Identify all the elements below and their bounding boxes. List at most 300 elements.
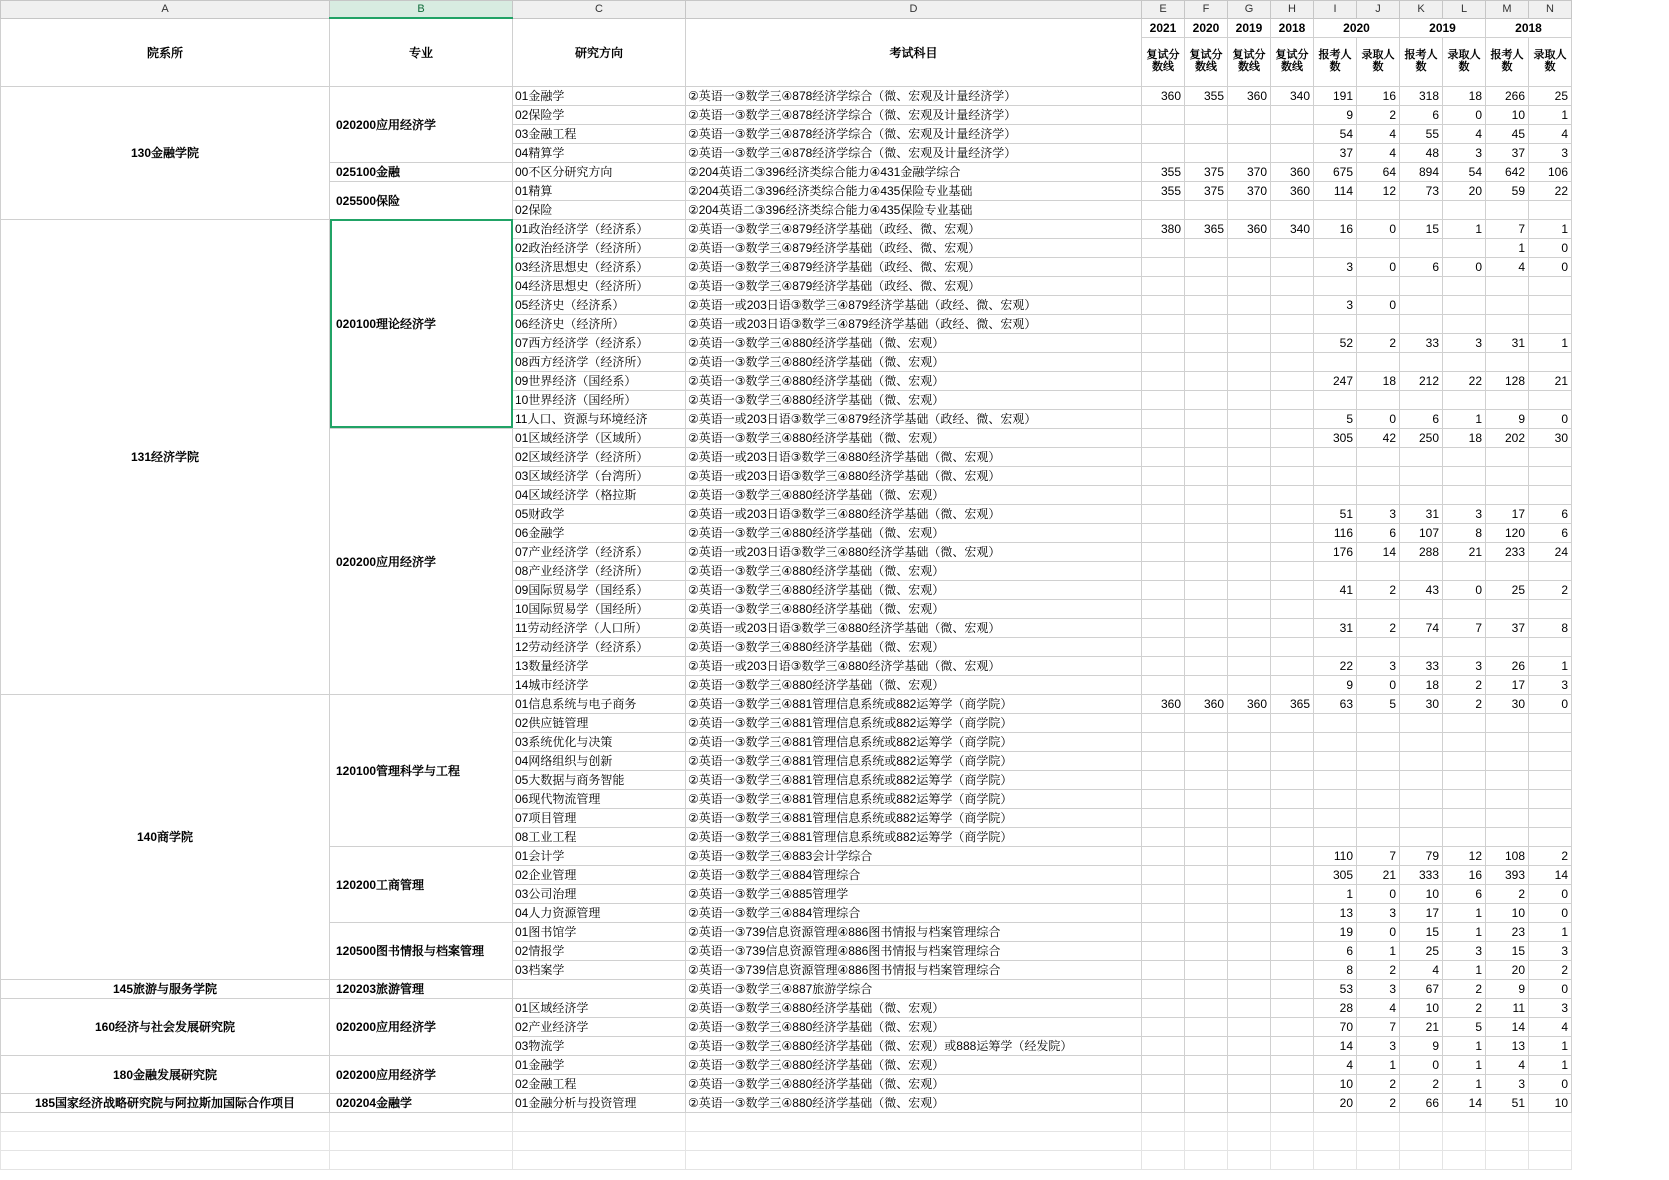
cell-applicants-2020[interactable]: 110 [1314,846,1357,865]
cell-admitted-2018[interactable]: 4 [1529,1017,1572,1036]
cell-applicants-2018[interactable] [1486,447,1529,466]
cell-cutoff-2020[interactable] [1185,409,1228,428]
cell-cutoff-2020[interactable] [1185,200,1228,219]
cell-direction[interactable]: 03档案学 [513,960,686,979]
cell-cutoff-2019[interactable] [1228,580,1271,599]
cell-admitted-2020[interactable]: 0 [1357,257,1400,276]
table-row[interactable] [1,86,1572,105]
empty-cell[interactable] [1486,1112,1529,1131]
cell-subjects[interactable]: ②204英语二③396经济类综合能力④435保险专业基础 [686,181,1142,200]
cell-cutoff-2018[interactable] [1271,637,1314,656]
empty-cell[interactable] [1271,1150,1314,1169]
cell-subjects[interactable]: ②英语一或203日语③数学三④879经济学基础（政经、微、宏观） [686,409,1142,428]
cell-cutoff-2021[interactable] [1142,124,1185,143]
cell-applicants-2020[interactable]: 5 [1314,409,1357,428]
cell-subjects[interactable]: ②英语一③数学三④881管理信息系统或882运筹学（商学院） [686,713,1142,732]
cell-applicants-2020[interactable] [1314,789,1357,808]
cell-admitted-2020[interactable]: 4 [1357,124,1400,143]
cell-applicants-2019[interactable]: 212 [1400,371,1443,390]
cell-admitted-2020[interactable] [1357,352,1400,371]
empty-cell[interactable] [1228,1150,1271,1169]
empty-cell[interactable] [513,1131,686,1150]
cell-admitted-2018[interactable]: 1 [1529,1055,1572,1074]
cell-applicants-2020[interactable]: 176 [1314,542,1357,561]
cell-applicants-2020[interactable]: 28 [1314,998,1357,1017]
cell-admitted-2020[interactable]: 21 [1357,865,1400,884]
cell-subjects[interactable]: ②英语一③数学三④880经济学基础（微、宏观） [686,371,1142,390]
cell-cutoff-2019[interactable] [1228,922,1271,941]
cell-cutoff-2018[interactable] [1271,257,1314,276]
cell-applicants-2020[interactable] [1314,732,1357,751]
cell-major[interactable]: 120500图书情报与档案管理 [330,922,513,979]
cell-applicants-2020[interactable] [1314,276,1357,295]
column-header-m[interactable]: M [1486,1,1529,19]
cell-subjects[interactable]: ②英语一③数学三④883会计学综合 [686,846,1142,865]
cell-direction[interactable]: 02情报学 [513,941,686,960]
cell-applicants-2018[interactable]: 120 [1486,523,1529,542]
cell-admitted-2019[interactable]: 1 [1443,1055,1486,1074]
table-row[interactable] [1,1055,1572,1074]
cell-admitted-2019[interactable] [1443,200,1486,219]
cell-admitted-2019[interactable]: 3 [1443,504,1486,523]
cell-cutoff-2020[interactable] [1185,1036,1228,1055]
cell-applicants-2019[interactable]: 10 [1400,998,1443,1017]
cell-admitted-2019[interactable]: 54 [1443,162,1486,181]
cell-direction[interactable]: 03区域经济学（台湾所） [513,466,686,485]
cell-subjects[interactable]: ②英语一③数学三④880经济学基础（微、宏观） [686,1093,1142,1112]
cell-applicants-2019[interactable] [1400,200,1443,219]
cell-admitted-2018[interactable]: 22 [1529,181,1572,200]
cell-applicants-2020[interactable] [1314,751,1357,770]
empty-cell[interactable] [1185,1112,1228,1131]
cell-admitted-2018[interactable] [1529,732,1572,751]
cell-admitted-2018[interactable]: 0 [1529,257,1572,276]
cell-cutoff-2021[interactable] [1142,979,1185,998]
empty-cell[interactable] [1443,1112,1486,1131]
cell-cutoff-2019[interactable] [1228,903,1271,922]
cell-direction[interactable]: 08工业工程 [513,827,686,846]
cell-cutoff-2019[interactable]: 370 [1228,181,1271,200]
cell-admitted-2019[interactable]: 6 [1443,884,1486,903]
cell-admitted-2020[interactable] [1357,637,1400,656]
cell-cutoff-2021[interactable]: 355 [1142,162,1185,181]
empty-cell[interactable] [686,1150,1142,1169]
cell-applicants-2019[interactable] [1400,637,1443,656]
cell-admitted-2020[interactable]: 3 [1357,656,1400,675]
cell-cutoff-2018[interactable] [1271,903,1314,922]
empty-cell[interactable] [513,1150,686,1169]
empty-cell[interactable] [1185,1131,1228,1150]
cell-cutoff-2020[interactable] [1185,1017,1228,1036]
cell-cutoff-2019[interactable] [1228,428,1271,447]
cell-department[interactable]: 185国家经济战略研究院与阿拉斯加国际合作项目 [1,1093,330,1112]
empty-cell[interactable] [1400,1112,1443,1131]
empty-cell[interactable] [330,1131,513,1150]
cell-cutoff-2020[interactable] [1185,846,1228,865]
cell-applicants-2018[interactable]: 233 [1486,542,1529,561]
cell-admitted-2018[interactable]: 10 [1529,1093,1572,1112]
cell-subjects[interactable]: ②英语一③数学三④880经济学基础（微、宏观） [686,523,1142,542]
cell-direction[interactable]: 02保险 [513,200,686,219]
cell-applicants-2018[interactable] [1486,637,1529,656]
cell-admitted-2018[interactable] [1529,713,1572,732]
cell-cutoff-2018[interactable] [1271,1074,1314,1093]
cell-subjects[interactable]: ②英语一③数学三④880经济学基础（微、宏观） [686,675,1142,694]
cell-applicants-2020[interactable]: 53 [1314,979,1357,998]
cell-cutoff-2020[interactable]: 375 [1185,181,1228,200]
cell-applicants-2018[interactable] [1486,466,1529,485]
cell-cutoff-2019[interactable] [1228,314,1271,333]
cell-admitted-2018[interactable]: 6 [1529,504,1572,523]
cell-cutoff-2018[interactable] [1271,865,1314,884]
cell-cutoff-2020[interactable] [1185,656,1228,675]
cell-direction[interactable]: 02供应链管理 [513,713,686,732]
cell-admitted-2018[interactable] [1529,561,1572,580]
cell-cutoff-2021[interactable] [1142,808,1185,827]
cell-direction[interactable]: 07项目管理 [513,808,686,827]
cell-applicants-2019[interactable] [1400,789,1443,808]
cell-cutoff-2021[interactable] [1142,1036,1185,1055]
cell-major[interactable]: 025500保险 [330,181,513,219]
cell-applicants-2019[interactable]: 4 [1400,960,1443,979]
cell-applicants-2020[interactable]: 14 [1314,1036,1357,1055]
cell-admitted-2019[interactable]: 1 [1443,960,1486,979]
cell-admitted-2019[interactable] [1443,238,1486,257]
cell-cutoff-2019[interactable] [1228,124,1271,143]
cell-admitted-2018[interactable] [1529,276,1572,295]
cell-admitted-2018[interactable]: 0 [1529,1074,1572,1093]
cell-applicants-2020[interactable]: 31 [1314,618,1357,637]
cell-cutoff-2021[interactable]: 380 [1142,219,1185,238]
cell-direction[interactable]: 02企业管理 [513,865,686,884]
cell-admitted-2018[interactable]: 2 [1529,960,1572,979]
cell-applicants-2018[interactable] [1486,713,1529,732]
cell-applicants-2019[interactable]: 107 [1400,523,1443,542]
cell-applicants-2018[interactable] [1486,751,1529,770]
cell-admitted-2020[interactable]: 3 [1357,979,1400,998]
cell-admitted-2020[interactable]: 64 [1357,162,1400,181]
cell-cutoff-2018[interactable] [1271,789,1314,808]
cell-cutoff-2021[interactable] [1142,770,1185,789]
cell-cutoff-2021[interactable] [1142,675,1185,694]
cell-admitted-2020[interactable]: 2 [1357,580,1400,599]
cell-cutoff-2021[interactable] [1142,390,1185,409]
cell-cutoff-2020[interactable] [1185,1093,1228,1112]
cell-major[interactable]: 120100管理科学与工程 [330,694,513,846]
cell-applicants-2018[interactable]: 59 [1486,181,1529,200]
cell-cutoff-2019[interactable] [1228,485,1271,504]
cell-subjects[interactable]: ②英语一③数学三④884管理综合 [686,903,1142,922]
cell-cutoff-2018[interactable] [1271,314,1314,333]
cell-applicants-2020[interactable] [1314,808,1357,827]
cell-admitted-2018[interactable]: 0 [1529,694,1572,713]
cell-cutoff-2018[interactable] [1271,143,1314,162]
cell-cutoff-2019[interactable] [1228,960,1271,979]
cell-applicants-2019[interactable]: 10 [1400,884,1443,903]
cell-major[interactable]: 120200工商管理 [330,846,513,922]
cell-admitted-2020[interactable]: 0 [1357,884,1400,903]
cell-direction[interactable]: 01金融学 [513,86,686,105]
cell-applicants-2020[interactable] [1314,390,1357,409]
cell-major[interactable]: 020200应用经济学 [330,998,513,1055]
cell-subjects[interactable]: ②204英语二③396经济类综合能力④431金融学综合 [686,162,1142,181]
cell-cutoff-2019[interactable] [1228,884,1271,903]
empty-cell[interactable] [1529,1112,1572,1131]
column-header-a[interactable]: A [1,1,330,19]
cell-admitted-2018[interactable] [1529,827,1572,846]
cell-cutoff-2021[interactable] [1142,428,1185,447]
cell-cutoff-2020[interactable] [1185,1055,1228,1074]
cell-subjects[interactable]: ②英语一或203日语③数学三④880经济学基础（微、宏观） [686,656,1142,675]
cell-cutoff-2018[interactable] [1271,599,1314,618]
cell-cutoff-2019[interactable] [1228,561,1271,580]
cell-admitted-2019[interactable] [1443,295,1486,314]
cell-applicants-2019[interactable]: 6 [1400,409,1443,428]
cell-subjects[interactable]: ②英语一③数学三④881管理信息系统或882运筹学（商学院） [686,694,1142,713]
cell-cutoff-2019[interactable]: 360 [1228,694,1271,713]
cell-admitted-2019[interactable] [1443,276,1486,295]
cell-admitted-2020[interactable] [1357,200,1400,219]
cell-applicants-2018[interactable] [1486,390,1529,409]
cell-cutoff-2019[interactable]: 360 [1228,219,1271,238]
cell-direction[interactable]: 03物流学 [513,1036,686,1055]
empty-cell[interactable] [1529,1150,1572,1169]
cell-applicants-2020[interactable]: 22 [1314,656,1357,675]
cell-applicants-2020[interactable]: 4 [1314,1055,1357,1074]
cell-admitted-2020[interactable]: 3 [1357,1036,1400,1055]
cell-admitted-2020[interactable] [1357,238,1400,257]
cell-cutoff-2021[interactable] [1142,941,1185,960]
empty-cell[interactable] [1228,1131,1271,1150]
cell-cutoff-2021[interactable] [1142,371,1185,390]
cell-admitted-2020[interactable] [1357,447,1400,466]
cell-admitted-2018[interactable]: 8 [1529,618,1572,637]
cell-applicants-2019[interactable]: 79 [1400,846,1443,865]
cell-applicants-2018[interactable]: 4 [1486,1055,1529,1074]
cell-cutoff-2020[interactable] [1185,580,1228,599]
cell-applicants-2018[interactable] [1486,827,1529,846]
cell-admitted-2020[interactable]: 2 [1357,1074,1400,1093]
cell-cutoff-2021[interactable] [1142,751,1185,770]
cell-applicants-2018[interactable]: 10 [1486,105,1529,124]
cell-applicants-2019[interactable]: 73 [1400,181,1443,200]
cell-admitted-2018[interactable]: 0 [1529,884,1572,903]
cell-cutoff-2019[interactable] [1228,200,1271,219]
cell-cutoff-2021[interactable] [1142,1055,1185,1074]
cell-subjects[interactable]: ②英语一③数学三④880经济学基础（微、宏观） [686,561,1142,580]
cell-admitted-2020[interactable] [1357,732,1400,751]
column-header-n[interactable]: N [1529,1,1572,19]
cell-cutoff-2018[interactable] [1271,808,1314,827]
cell-direction[interactable]: 05财政学 [513,504,686,523]
cell-applicants-2019[interactable]: 25 [1400,941,1443,960]
cell-applicants-2019[interactable]: 48 [1400,143,1443,162]
cell-applicants-2020[interactable]: 1 [1314,884,1357,903]
cell-cutoff-2018[interactable] [1271,827,1314,846]
cell-admitted-2018[interactable]: 2 [1529,846,1572,865]
cell-applicants-2019[interactable] [1400,770,1443,789]
cell-admitted-2019[interactable]: 2 [1443,998,1486,1017]
cell-subjects[interactable]: ②英语一③数学三④881管理信息系统或882运筹学（商学院） [686,808,1142,827]
cell-cutoff-2018[interactable] [1271,580,1314,599]
cell-admitted-2018[interactable]: 14 [1529,865,1572,884]
cell-admitted-2019[interactable] [1443,732,1486,751]
cell-subjects[interactable]: ②英语一③数学三④880经济学基础（微、宏观） [686,485,1142,504]
cell-cutoff-2020[interactable] [1185,675,1228,694]
cell-applicants-2020[interactable]: 675 [1314,162,1357,181]
cell-cutoff-2019[interactable] [1228,447,1271,466]
cell-admitted-2020[interactable]: 4 [1357,143,1400,162]
cell-applicants-2019[interactable]: 2 [1400,1074,1443,1093]
cell-subjects[interactable]: ②英语一或203日语③数学三④880经济学基础（微、宏观） [686,504,1142,523]
cell-applicants-2018[interactable]: 31 [1486,333,1529,352]
cell-admitted-2019[interactable]: 1 [1443,922,1486,941]
cell-cutoff-2020[interactable] [1185,352,1228,371]
cell-applicants-2018[interactable]: 30 [1486,694,1529,713]
cell-admitted-2018[interactable]: 3 [1529,941,1572,960]
cell-direction[interactable]: 01区域经济学（区域所） [513,428,686,447]
cell-applicants-2019[interactable]: 15 [1400,922,1443,941]
cell-cutoff-2018[interactable]: 340 [1271,219,1314,238]
cell-applicants-2020[interactable] [1314,713,1357,732]
cell-admitted-2019[interactable]: 18 [1443,86,1486,105]
empty-cell[interactable] [686,1112,1142,1131]
cell-direction[interactable]: 04区域经济学（格拉斯 [513,485,686,504]
cell-applicants-2019[interactable]: 66 [1400,1093,1443,1112]
cell-admitted-2019[interactable]: 3 [1443,333,1486,352]
cell-applicants-2020[interactable] [1314,314,1357,333]
cell-admitted-2019[interactable]: 14 [1443,1093,1486,1112]
cell-admitted-2018[interactable] [1529,789,1572,808]
cell-direction[interactable]: 14城市经济学 [513,675,686,694]
cell-cutoff-2018[interactable]: 360 [1271,162,1314,181]
empty-cell[interactable] [1142,1112,1185,1131]
cell-cutoff-2018[interactable] [1271,922,1314,941]
cell-direction[interactable]: 01区域经济学 [513,998,686,1017]
cell-subjects[interactable]: ②英语一③739信息资源管理④886图书情报与档案管理综合 [686,922,1142,941]
table-row[interactable] [1,219,1572,238]
cell-subjects[interactable]: ②英语一③数学三④880经济学基础（微、宏观）或888运筹学（经发院） [686,1036,1142,1055]
cell-cutoff-2021[interactable] [1142,333,1185,352]
cell-direction[interactable]: 13数量经济学 [513,656,686,675]
cell-cutoff-2019[interactable] [1228,1036,1271,1055]
cell-direction[interactable]: 04网络组织与创新 [513,751,686,770]
cell-applicants-2019[interactable]: 333 [1400,865,1443,884]
cell-subjects[interactable]: ②204英语二③396经济类综合能力④435保险专业基础 [686,200,1142,219]
cell-major[interactable]: 025100金融 [330,162,513,181]
cell-applicants-2018[interactable]: 45 [1486,124,1529,143]
cell-applicants-2020[interactable]: 41 [1314,580,1357,599]
table-row[interactable] [1,979,1572,998]
cell-admitted-2019[interactable]: 22 [1443,371,1486,390]
cell-admitted-2018[interactable]: 3 [1529,998,1572,1017]
cell-admitted-2019[interactable]: 4 [1443,124,1486,143]
cell-applicants-2018[interactable]: 17 [1486,675,1529,694]
cell-admitted-2020[interactable] [1357,276,1400,295]
cell-admitted-2020[interactable]: 7 [1357,846,1400,865]
cell-direction[interactable]: 09世界经济（国经系） [513,371,686,390]
cell-applicants-2018[interactable] [1486,485,1529,504]
cell-applicants-2018[interactable]: 128 [1486,371,1529,390]
cell-cutoff-2020[interactable] [1185,808,1228,827]
cell-admitted-2020[interactable] [1357,599,1400,618]
cell-cutoff-2021[interactable] [1142,1017,1185,1036]
cell-applicants-2018[interactable]: 37 [1486,618,1529,637]
cell-major[interactable]: 020200应用经济学 [330,428,513,694]
cell-admitted-2018[interactable]: 0 [1529,409,1572,428]
cell-cutoff-2021[interactable] [1142,200,1185,219]
empty-cell[interactable] [1529,1131,1572,1150]
cell-subjects[interactable]: ②英语一③739信息资源管理④886图书情报与档案管理综合 [686,941,1142,960]
cell-applicants-2019[interactable] [1400,808,1443,827]
cell-cutoff-2020[interactable] [1185,618,1228,637]
empty-cell[interactable] [1,1131,330,1150]
cell-cutoff-2019[interactable] [1228,599,1271,618]
cell-admitted-2019[interactable]: 3 [1443,941,1486,960]
column-header-e[interactable]: E [1142,1,1185,19]
cell-cutoff-2019[interactable] [1228,276,1271,295]
cell-subjects[interactable]: ②英语一③数学三④880经济学基础（微、宏观） [686,1017,1142,1036]
cell-applicants-2018[interactable]: 393 [1486,865,1529,884]
cell-admitted-2018[interactable]: 21 [1529,371,1572,390]
cell-applicants-2019[interactable]: 15 [1400,219,1443,238]
cell-direction[interactable]: 01图书馆学 [513,922,686,941]
cell-cutoff-2021[interactable] [1142,542,1185,561]
cell-cutoff-2018[interactable] [1271,428,1314,447]
cell-admitted-2018[interactable]: 0 [1529,903,1572,922]
cell-admitted-2020[interactable]: 1 [1357,1055,1400,1074]
cell-cutoff-2019[interactable] [1228,409,1271,428]
cell-admitted-2019[interactable]: 20 [1443,181,1486,200]
cell-admitted-2018[interactable]: 1 [1529,105,1572,124]
cell-applicants-2018[interactable]: 11 [1486,998,1529,1017]
cell-cutoff-2019[interactable] [1228,466,1271,485]
cell-applicants-2020[interactable]: 54 [1314,124,1357,143]
cell-cutoff-2021[interactable] [1142,1074,1185,1093]
cell-applicants-2018[interactable]: 15 [1486,941,1529,960]
cell-applicants-2020[interactable]: 9 [1314,105,1357,124]
cell-applicants-2018[interactable]: 642 [1486,162,1529,181]
empty-row[interactable] [1,1150,1572,1169]
cell-cutoff-2018[interactable] [1271,542,1314,561]
cell-cutoff-2020[interactable]: 355 [1185,86,1228,105]
cell-direction[interactable]: 06金融学 [513,523,686,542]
cell-direction[interactable]: 03金融工程 [513,124,686,143]
cell-applicants-2019[interactable]: 9 [1400,1036,1443,1055]
empty-row[interactable] [1,1131,1572,1150]
cell-cutoff-2019[interactable] [1228,1017,1271,1036]
cell-cutoff-2019[interactable] [1228,732,1271,751]
cell-cutoff-2019[interactable] [1228,1055,1271,1074]
cell-applicants-2019[interactable] [1400,485,1443,504]
cell-cutoff-2020[interactable] [1185,523,1228,542]
cell-applicants-2020[interactable]: 20 [1314,1093,1357,1112]
cell-cutoff-2021[interactable] [1142,257,1185,276]
cell-admitted-2020[interactable] [1357,466,1400,485]
empty-cell[interactable] [1357,1131,1400,1150]
cell-admitted-2018[interactable]: 25 [1529,86,1572,105]
cell-admitted-2020[interactable]: 2 [1357,618,1400,637]
cell-admitted-2018[interactable] [1529,447,1572,466]
cell-cutoff-2019[interactable] [1228,257,1271,276]
cell-cutoff-2018[interactable] [1271,485,1314,504]
cell-applicants-2020[interactable]: 3 [1314,295,1357,314]
cell-applicants-2019[interactable] [1400,352,1443,371]
cell-cutoff-2020[interactable] [1185,504,1228,523]
cell-direction[interactable]: 06现代物流管理 [513,789,686,808]
cell-cutoff-2018[interactable] [1271,352,1314,371]
cell-cutoff-2021[interactable] [1142,561,1185,580]
